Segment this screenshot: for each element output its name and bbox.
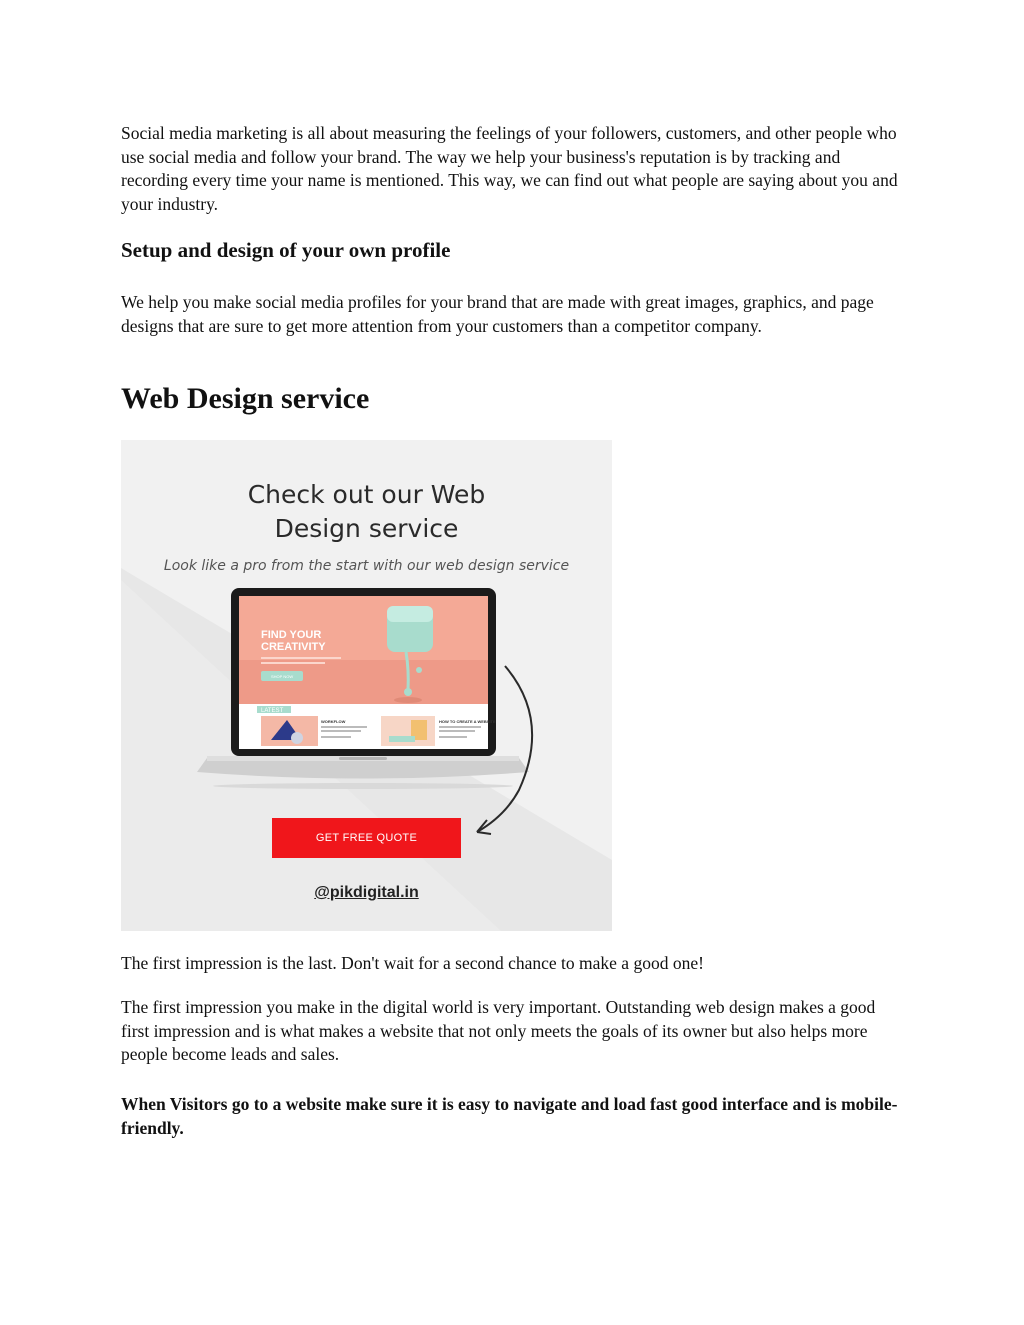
first-impression-quote: The first impression is the last. Don't wait for a second chance to make a good one! [121,953,704,973]
screen-card1-title: WORKFLOW [321,719,346,724]
web-design-banner [121,440,612,931]
banner-title-line2: Design service [274,514,459,543]
screen-shop-button-label: SHOP NOW [271,674,294,679]
screen-latest-label: LATEST [261,708,284,714]
profile-paragraph: We help you make social media profiles for your brand that are made with great images, graphics, and page designs that are sure to get more attention from your customers than a competitor company. [121,292,874,336]
banner-title-line1: Check out our Web [247,480,486,509]
profile-heading: Setup and design of your own profile [121,238,451,262]
screen-headline-2: CREATIVITY [261,641,326,653]
screen-headline-1: FIND YOUR [261,629,322,641]
intro-paragraph: Social media marketing is all about measuring the feelings of your followers, customers, and other people who use social media and follow your brand. The way we help your business's reputation is by tracking and recording every time your name is mentioned. This way, we can find out what people are saying about you and your industry. [121,123,898,214]
web-design-paragraph: The first impression you make in the digital world is very important. Outstanding web design makes a good first impression and is what makes a website that not only meets the goals of its owner but also helps more people become leads and sales. [121,997,876,1064]
web-design-heading: Web Design service [121,382,370,415]
banner-subtitle: Look like a pro from the start with our web design service [163,558,570,574]
visitors-note: When Visitors go to a website make sure it is easy to navigate and load fast good interface and is mobile-friendly. [121,1094,898,1138]
get-free-quote-button[interactable]: GET FREE QUOTE [272,818,461,858]
screen-card2-title: HOW TO CREATE A WEBSITE [439,719,496,724]
banner-handle: @pikdigital.in [314,884,419,901]
